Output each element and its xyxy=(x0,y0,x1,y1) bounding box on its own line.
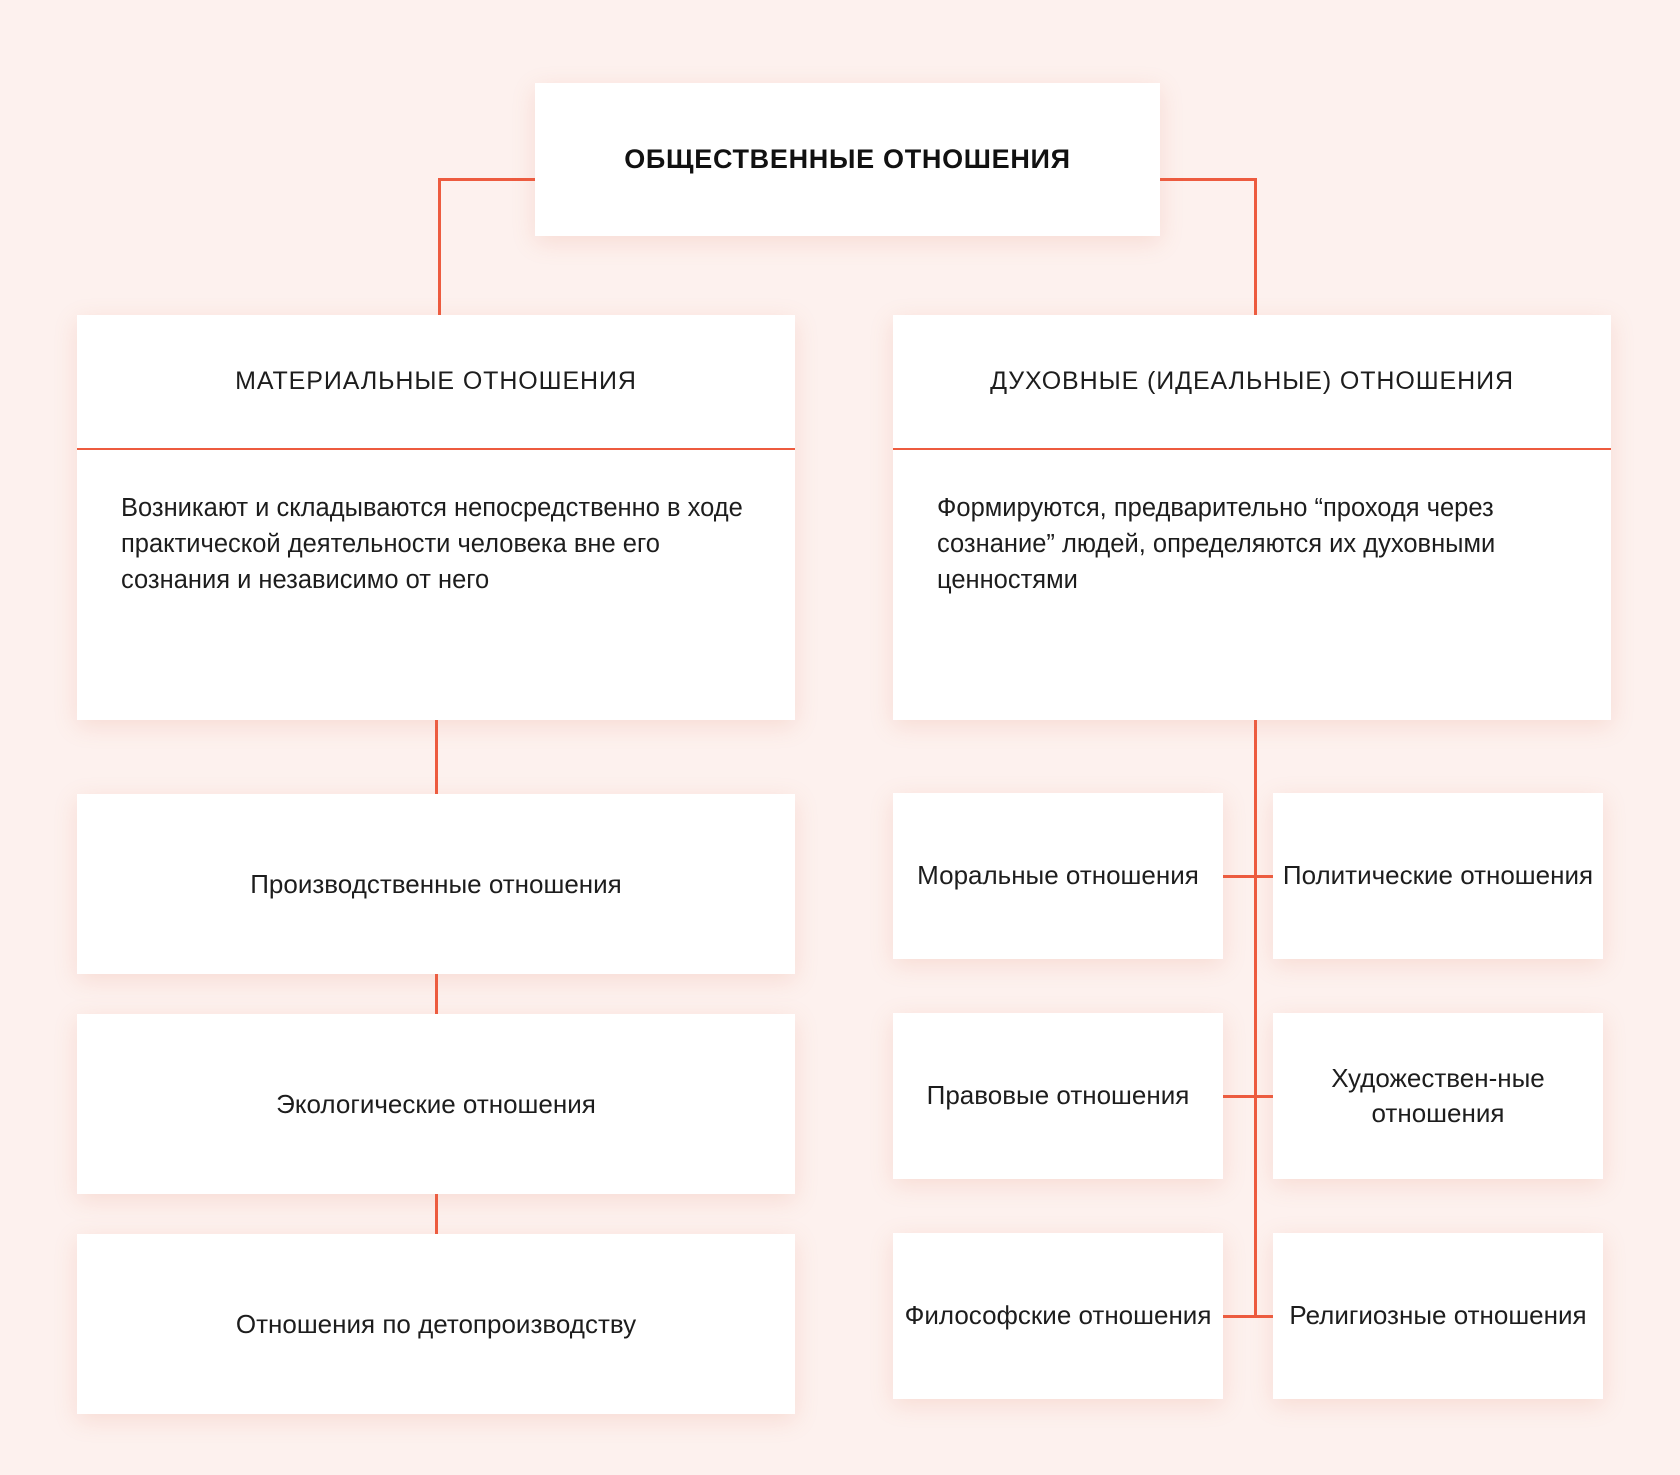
branch-node-material xyxy=(77,315,795,720)
leaf-node-ecological xyxy=(77,1014,795,1194)
connector-left-spine-2 xyxy=(435,972,438,1018)
branch-node-spiritual xyxy=(893,315,1611,720)
connector-left-spine-3 xyxy=(435,1192,438,1238)
branch-header-material xyxy=(77,315,795,450)
leaf-node-philosophical-label: Философские отношения xyxy=(904,1300,1212,1331)
connector-right-spine xyxy=(1254,718,1257,1318)
root-node-title: ОБЩЕСТВЕННЫЕ ОТНОШЕНИЯ xyxy=(624,144,1071,174)
branch-body-spiritual-text: Формируются, предварительно “проходя через сознание” людей, определяются их духовными ценностями xyxy=(937,494,1496,595)
leaf-node-political-label: Политические отношения xyxy=(1282,860,1594,891)
connector-root-right-vertical xyxy=(1254,178,1257,318)
leaf-node-political xyxy=(1273,793,1603,959)
leaf-node-religious xyxy=(1273,1233,1603,1399)
connector-left-spine-1 xyxy=(435,718,438,798)
root-node xyxy=(535,83,1160,236)
leaf-node-legal xyxy=(893,1013,1223,1179)
leaf-node-ecological-label: Экологические отношения xyxy=(276,1088,596,1119)
leaf-node-childbearing xyxy=(77,1234,795,1414)
connector-root-left-vertical xyxy=(438,178,441,318)
leaf-node-artistic-label: Художествен-ные отношения xyxy=(1331,1062,1545,1128)
branch-body-spiritual xyxy=(893,450,1611,720)
leaf-node-religious-label: Религиозные отношения xyxy=(1289,1300,1587,1331)
branch-body-material xyxy=(77,450,795,720)
branch-header-spiritual xyxy=(893,315,1611,450)
leaf-node-childbearing-label: Отношения по детопроизводству xyxy=(235,1308,637,1339)
connector-root-right-horizontal xyxy=(1157,178,1257,181)
connector-root-left-horizontal xyxy=(438,178,538,181)
branch-header-material-label: МАТЕРИАЛЬНЫЕ ОТНОШЕНИЯ xyxy=(235,367,637,395)
leaf-node-production xyxy=(77,794,795,974)
leaf-node-moral xyxy=(893,793,1223,959)
leaf-node-legal-label: Правовые отношения xyxy=(926,1080,1190,1111)
leaf-node-artistic xyxy=(1273,1013,1603,1179)
leaf-node-production-label: Производственные отношения xyxy=(250,868,622,899)
leaf-node-philosophical xyxy=(893,1233,1223,1399)
branch-header-spiritual-label: ДУХОВНЫЕ (ИДЕАЛЬНЫЕ) ОТНОШЕНИЯ xyxy=(990,367,1514,395)
leaf-node-moral-label: Моральные отношения xyxy=(917,860,1199,891)
branch-body-material-text: Возникают и складываются непосредственно в ходе практической деятельности человека вне его сознания и независимо от него xyxy=(121,494,743,595)
